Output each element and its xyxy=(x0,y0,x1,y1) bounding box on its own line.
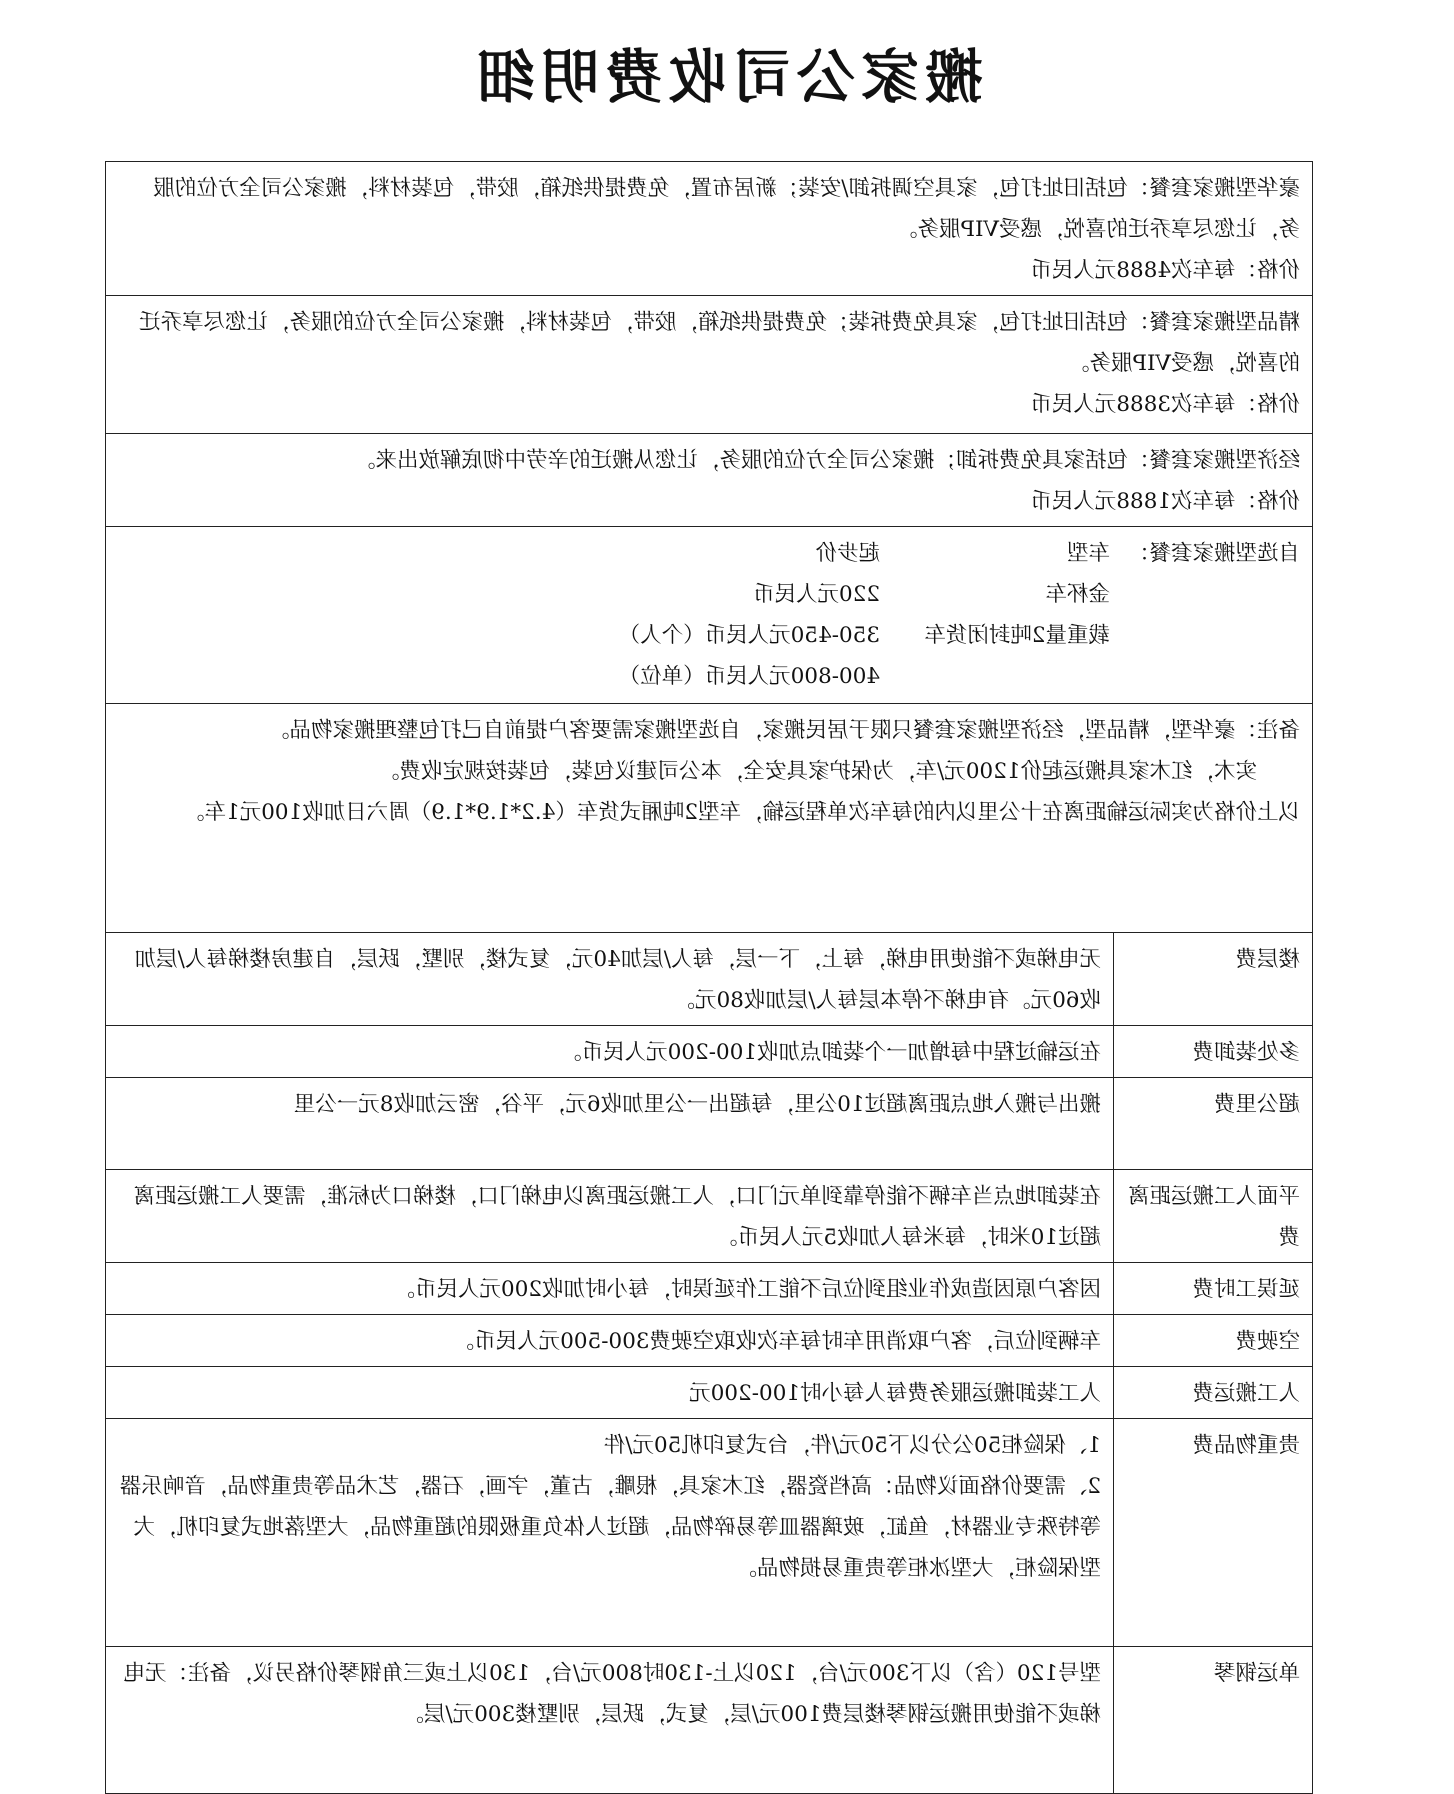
package-description: 经济型搬家套餐：包括家具免费拆卸；搬家公司全方位的服务，让您从搬迁的辛劳中彻底解放出来。 xyxy=(353,448,1300,473)
fee-row xyxy=(106,1026,1313,1078)
fee-description: 因客户原因造成作业组到位后不能工作延误时，每小时加收200元人民币。 xyxy=(106,1263,1114,1315)
package-row-luxury xyxy=(106,162,1313,296)
note-text: 备注：豪华型，精品型，经济型搬家套餐只限于居民搬家，自选型搬家需要客户提前自己打包整理搬家物品。 xyxy=(267,718,1300,743)
valuables-item: 2、需要价格面议物品：高档瓷器，红木家具，根雕，古董，字画，石器，艺术品等贵重物品，音响乐器等特殊专业器材，鱼缸，玻璃器皿等易碎物品，超过人体负重极限的超重物品，大型落地式复印机，大型保险柜，大型冰柜等贵重易损物品。 xyxy=(119,1474,1101,1581)
fee-name: 贵重物品费 xyxy=(1114,1419,1313,1647)
fee-name: 多处装卸费 xyxy=(1114,1026,1313,1078)
start-price: 400-800元人民币（单位） xyxy=(618,664,880,689)
note-text: 以上价格为实际运输距离在十公里以内的每车次单程运输，车型2吨厢式货车（4.2*1.9*1.9）周六日加收100元1车。 xyxy=(183,800,1300,825)
fee-description: 人工装卸搬运服务费每人每小时100-200元 xyxy=(106,1367,1114,1419)
fee-row-piano xyxy=(106,1647,1313,1794)
package-price: 价格：每车次1888元人民币 xyxy=(1030,489,1300,514)
fee-row xyxy=(106,933,1313,1026)
fee-description: 无电梯或不能使用电梯，每上，下一层，每人/层加40元，复式楼，别墅，跃层，自建房楼梯每人/层加收60元。有电梯不停本层每人/层加收80元。 xyxy=(106,933,1114,1026)
vehicle-type: 载重量2吨封闭货车 xyxy=(924,623,1110,648)
fee-name: 单运钢琴 xyxy=(1114,1647,1313,1794)
self-select-label: 自选型搬家套餐： xyxy=(1127,541,1300,566)
fee-description: 在装卸地点当车辆不能停靠到单元门口，人工搬运距离以电梯门口，楼梯口为标准，需要人工搬运距离超过10米时，每米每人加收5元人民币。 xyxy=(106,1170,1114,1263)
package-row-economy xyxy=(106,434,1313,527)
package-description: 豪华型搬家套餐：包括旧址打包，家具空调拆卸/安装；新居布置，免费提供纸箱，胶带，包装材料，搬家公司全方位的服务，让您尽享乔迁的喜悦，感受VIP服务。 xyxy=(153,176,1300,242)
fee-table xyxy=(105,161,1313,1794)
valuables-item: 1、保险柜50公分以下50元/件，台式复印机50元/件 xyxy=(603,1433,1101,1458)
start-price: 350-450元人民币（个人） xyxy=(618,623,880,648)
vehicle-header: 车型 xyxy=(1066,541,1110,566)
start-price-header: 起步价 xyxy=(815,541,880,566)
fee-description: 车辆到位后，客户取消用车时每车次收取空驶费300-500元人民币。 xyxy=(106,1315,1114,1367)
fee-name: 延误工时费 xyxy=(1114,1263,1313,1315)
fee-name: 空驶费 xyxy=(1114,1315,1313,1367)
fee-row xyxy=(106,1263,1313,1315)
fee-name: 楼层费 xyxy=(1114,933,1313,1026)
package-price: 价格：每车次4888元人民币 xyxy=(1030,258,1300,283)
package-row-self-select xyxy=(106,527,1313,704)
fee-row xyxy=(106,1367,1313,1419)
note-text: 实木，红木家具搬运起价1200元/车，为保护家具安全，本公司建议包装，包装按规定收费。 xyxy=(378,759,1257,784)
fee-name: 超公里费 xyxy=(1114,1078,1313,1170)
fee-row xyxy=(106,1170,1313,1263)
fee-name: 平面人工搬运距离费 xyxy=(1114,1170,1313,1263)
package-row-premium xyxy=(106,296,1313,434)
package-description: 精品型搬家套餐：包括旧址打包，家具免费拆装；免费提供纸箱，胶带，包装材料，搬家公司全方位的服务，让您尽享乔迁的喜悦，感受VIP服务。 xyxy=(138,310,1300,376)
self-select-grid xyxy=(118,533,1300,697)
fee-description: 在运输过程中每增加一个装卸点加收100-200元人民币。 xyxy=(106,1026,1114,1078)
fee-row xyxy=(106,1078,1313,1170)
fee-description: 搬出与搬入地点距离超过10公里，每超出一公里加收6元，平谷，密云加收8元一公里 xyxy=(106,1078,1114,1170)
fee-row-valuables xyxy=(106,1419,1313,1647)
notes-row xyxy=(106,704,1313,933)
fee-description: 型号120（含）以下300元/台，120以上-130时800元/台，130以上或三角钢琴价格另议，备注：无电梯或不能使用搬运钢琴楼层费100元/层，复式，跃层，别墅楼300元/层。 xyxy=(106,1647,1114,1794)
package-price: 价格：每车次3888元人民币 xyxy=(1030,392,1300,417)
fee-row xyxy=(106,1315,1313,1367)
start-price: 220元人民币 xyxy=(752,582,880,607)
page-title: 搬家公司收费明细 xyxy=(471,43,984,111)
vehicle-type: 金杯车 xyxy=(1045,582,1110,607)
fee-name: 人工搬运费 xyxy=(1114,1367,1313,1419)
